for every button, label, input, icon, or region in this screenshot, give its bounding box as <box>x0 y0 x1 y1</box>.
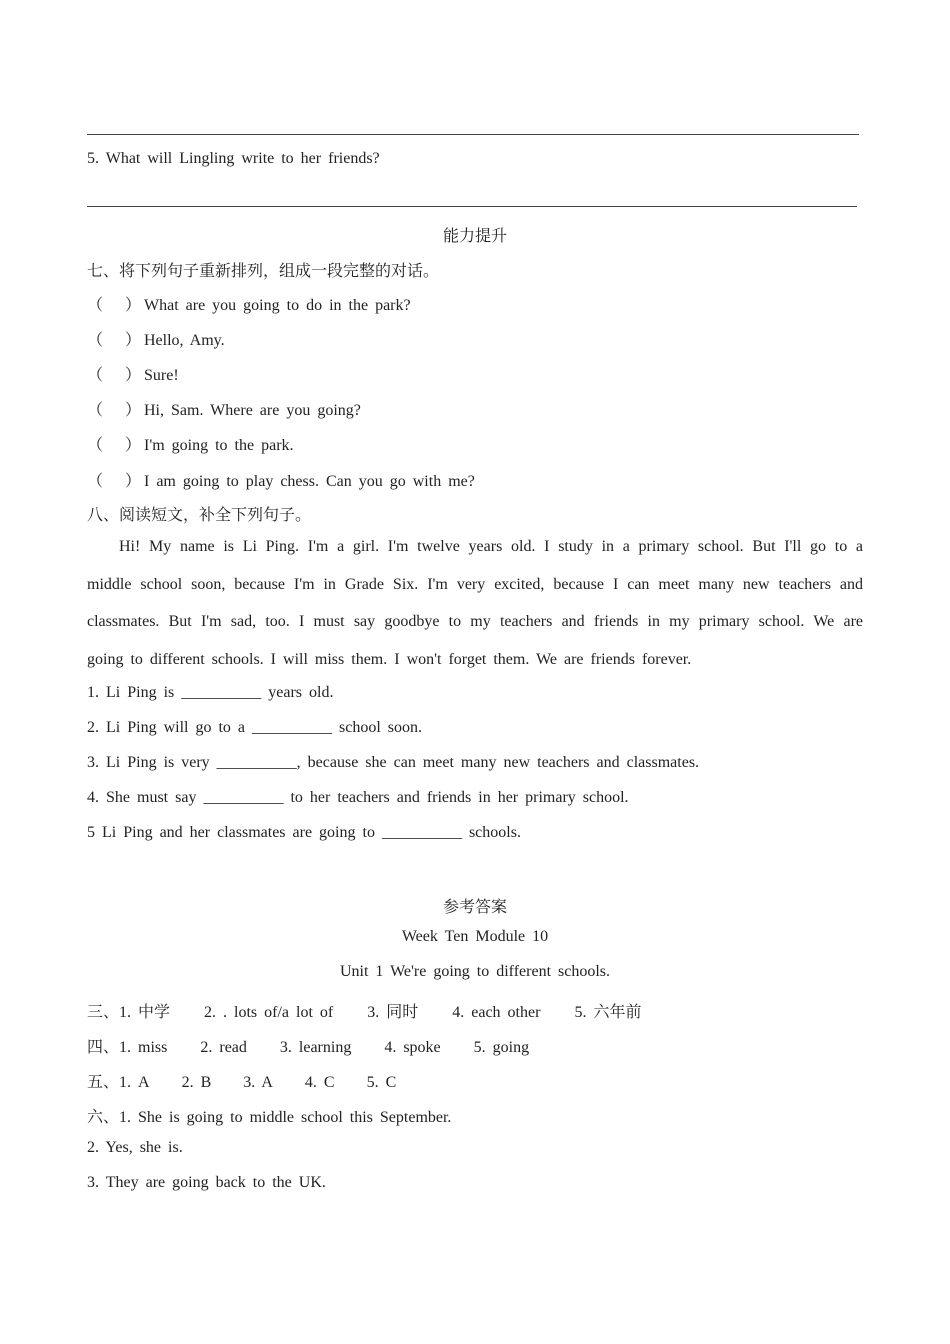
answer-row-5 <box>87 1069 396 1092</box>
order-blank[interactable]: （ ） <box>87 367 142 384</box>
answer-row-6: 六、1. She is going to middle school this September. <box>87 1109 452 1126</box>
fill-question-1: 1. Li Ping is __________ years old. <box>87 684 334 701</box>
answer-item: 3. 同时 <box>367 1004 419 1021</box>
section-title: 能力提升 <box>442 228 507 245</box>
answer-6-2: 2. Yes, she is. <box>87 1139 183 1156</box>
dialogue-text: What are you going to do in the park? <box>144 297 411 314</box>
answer-item: 5. 六年前 <box>574 1004 642 1021</box>
dialogue-text: Sure! <box>144 367 179 384</box>
section7-heading: 七、将下列句子重新排列，组成一段完整的对话。 <box>87 263 440 280</box>
fill-question-2: 2. Li Ping will go to a __________ school soon. <box>87 719 422 736</box>
order-blank[interactable]: （ ） <box>87 473 142 490</box>
answer-item: 三、1. 中学 <box>87 1004 171 1021</box>
fill-question-5: 5 Li Ping and her classmates are going to __________ schools. <box>87 824 521 841</box>
section8-heading: 八、阅读短文，补全下列句子。 <box>87 507 312 524</box>
answers-title: 参考答案 <box>442 899 507 916</box>
dialogue-item <box>87 432 294 455</box>
answer-item: 3. learning <box>279 1039 352 1056</box>
dialogue-item <box>87 468 475 491</box>
reading-passage: Hi! My name is Li Ping. I'm a girl. I'm twelve years old. I study in a primary school. But I'll go to a middle school soon, because I'm in Grade Six. I'm very excited, because I can meet many new teachers and classmates. But I'm sad, too. I must say goodbye to my teachers and friends in my primary school. We are going to different schools. I will miss them. I won't forget them. We are friends forever. <box>87 538 863 668</box>
answer-item: 五、1. A <box>87 1074 150 1091</box>
answer-item: 2. B <box>181 1074 212 1091</box>
answer-line-4 <box>87 134 859 135</box>
answer-line-5 <box>87 206 857 207</box>
order-blank[interactable]: （ ） <box>87 332 142 349</box>
answer-item: 4. each other <box>452 1004 541 1021</box>
dialogue-item <box>87 397 361 420</box>
answer-item: 2. . lots of/a lot of <box>204 1004 334 1021</box>
answer-item: 5. going <box>473 1039 530 1056</box>
answer-item: 2. read <box>200 1039 247 1056</box>
question-5: 5. What will Lingling write to her friends? <box>87 150 380 167</box>
order-blank[interactable]: （ ） <box>87 437 142 454</box>
order-blank[interactable]: （ ） <box>87 297 142 314</box>
answer-item: 4. C <box>304 1074 335 1091</box>
answers-unit: Unit 1 We're going to different schools. <box>339 963 611 980</box>
dialogue-text: I am going to play chess. Can you go with me? <box>144 473 475 490</box>
dialogue-text: Hello, Amy. <box>144 332 225 349</box>
answer-item: 3. A <box>243 1074 273 1091</box>
dialogue-item <box>87 327 225 350</box>
answer-row-4 <box>87 1034 529 1057</box>
answer-6-3: 3. They are going back to the UK. <box>87 1174 326 1191</box>
answer-item: 4. spoke <box>384 1039 441 1056</box>
answer-item: 5. C <box>366 1074 397 1091</box>
dialogue-text: I'm going to the park. <box>144 437 294 454</box>
dialogue-text: Hi, Sam. Where are you going? <box>144 402 361 419</box>
answers-week: Week Ten Module 10 <box>401 928 549 945</box>
dialogue-item <box>87 362 179 385</box>
answer-row-3 <box>87 999 641 1022</box>
fill-question-3: 3. Li Ping is very __________, because she can meet many new teachers and classmates. <box>87 754 700 771</box>
answer-item: 四、1. miss <box>87 1039 168 1056</box>
fill-question-4: 4. She must say __________ to her teachers and friends in her primary school. <box>87 789 629 806</box>
order-blank[interactable]: （ ） <box>87 402 142 419</box>
dialogue-item <box>87 292 411 315</box>
